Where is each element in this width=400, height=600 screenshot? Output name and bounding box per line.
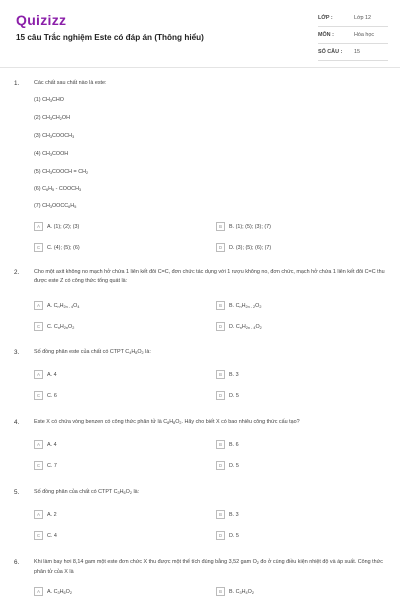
subject-key: MÔN :	[318, 32, 334, 38]
q1-item-6: (6) $C_6H_5$ - $COOCH_3$	[34, 186, 82, 192]
q1-text: Các chất sau chất nào là este:	[34, 80, 107, 86]
q1-option-a[interactable]: A A. (1); (2); (3)	[34, 221, 79, 232]
q5-option-b[interactable]: B B. 3	[216, 509, 239, 520]
option-letter-box: C	[34, 531, 43, 540]
option-letter-box: C	[34, 322, 43, 331]
option-letter-box: D	[216, 461, 225, 470]
q1-item-3: (3) $CH_3COOCH_3$	[34, 133, 75, 139]
q3-text: Số đồng phân este của chất có CTPT $C_4H_8O_2$ là:	[34, 349, 151, 355]
grade-value: Lớp 12	[354, 15, 372, 21]
option-letter-box: B	[216, 222, 225, 231]
info-panel	[318, 10, 388, 61]
q3-option-d[interactable]: D D. 5	[216, 390, 239, 401]
option-letter-box: A	[34, 587, 43, 596]
count-row	[318, 44, 388, 61]
grade-key: LỚP :	[318, 15, 333, 21]
q6-option-b[interactable]: B B. $C_3H_4O_2$	[216, 586, 254, 597]
option-letter-box: C	[34, 461, 43, 470]
option-letter-box: A	[34, 222, 43, 231]
subject-value: Hóa học	[354, 32, 375, 38]
option-letter-box: D	[216, 391, 225, 400]
q2-text: Cho một axit không no mạch hở chứa 1 liên kết đôi C=C, đơn chức tác dụng với 1 rượu không no, đơn chức, mạch hở chứa 1 liên kết đôi C=C thu được este Z có công thức tổng quát là:	[34, 269, 385, 284]
q2-option-b[interactable]: B B. $C_nH_{2n - 2}O_2$	[216, 300, 261, 311]
option-letter-box: D	[216, 322, 225, 331]
option-letter-box: A	[34, 301, 43, 310]
q6-number: 6.	[14, 559, 20, 566]
grade-row	[318, 10, 388, 27]
q4-option-a[interactable]: A A. 4	[34, 439, 57, 450]
q2-option-a[interactable]: A A. $C_nH_{2n - 4}O_4$	[34, 300, 79, 311]
q2-option-c[interactable]: C C. $C_nH_{2n}O_2$	[34, 321, 74, 332]
q3-option-a[interactable]: A A. 4	[34, 369, 57, 380]
q4-number: 4.	[14, 419, 20, 426]
q1-item-4: (4) $CH_3COOH$	[34, 151, 69, 157]
q1-option-d[interactable]: D D. (3); (5); (6); (7)	[216, 242, 271, 253]
q2-number: 2.	[14, 269, 20, 276]
q1-option-c[interactable]: C C. (4); (5); (6)	[34, 242, 80, 253]
q5-option-a[interactable]: A A. 2	[34, 509, 57, 520]
q3-number: 3.	[14, 349, 20, 356]
q3-option-c[interactable]: C C. 6	[34, 390, 57, 401]
option-letter-box: B	[216, 370, 225, 379]
option-letter-box: D	[216, 531, 225, 540]
count-key: SỐ CÂU :	[318, 49, 343, 55]
option-letter-box: D	[216, 243, 225, 252]
option-letter-box: B	[216, 440, 225, 449]
q4-option-c[interactable]: C C. 7	[34, 460, 57, 471]
count-value: 15	[354, 49, 360, 55]
q5-option-c[interactable]: C C. 4	[34, 530, 57, 541]
option-letter-box: B	[216, 301, 225, 310]
option-letter-box: C	[34, 391, 43, 400]
option-letter-box: B	[216, 510, 225, 519]
q1-item-2: (2) $CH_3CH_2OH$	[34, 115, 70, 121]
document-title: 15 câu Trắc nghiệm Este có đáp án (Thông hiểu)	[16, 33, 204, 42]
subject-row	[318, 27, 388, 44]
q6-text: Khi làm bay hơi 8,14 gam một este đơn chức X thu được một thể tích đúng bằng 3,52 gam $O_2$ đo ở cùng điều kiện nhiệt độ và áp suất. Công thức phân tử của X là	[34, 559, 383, 575]
q5-option-d[interactable]: D D. 5	[216, 530, 239, 541]
q1-item-1: (1) $CH_3CHO$	[34, 97, 64, 103]
q6-option-a[interactable]: A A. $C_3H_6O_2$	[34, 586, 72, 597]
option-letter-box: C	[34, 243, 43, 252]
header-divider	[0, 67, 400, 68]
q4-option-b[interactable]: B B. 6	[216, 439, 239, 450]
q1-item-7: (7) $CH_3OOCC_6H_5$	[34, 203, 77, 209]
q4-text: Este X có chứa vòng benzen có công thức phân tử là $C_8H_8O_2$. Hãy cho biết X có bao nhiêu công thức cấu tạo?	[34, 419, 300, 425]
option-letter-box: A	[34, 510, 43, 519]
q1-item-5: (5) $CH_3COOCH = CH_2$	[34, 169, 89, 175]
option-letter-box: B	[216, 587, 225, 596]
q1-option-b[interactable]: B B. (1); (5); (3); (7)	[216, 221, 271, 232]
q4-option-d[interactable]: D D. 5	[216, 460, 239, 471]
q3-option-b[interactable]: B B. 3	[216, 369, 239, 380]
q5-text: Số đồng phân của chất có CTPT $C_3H_6O_2$ là:	[34, 489, 140, 495]
q5-number: 5.	[14, 489, 20, 496]
q1-number: 1.	[14, 80, 20, 87]
q2-option-d[interactable]: D D. $C_nH_{2n - 4}O_2$	[216, 321, 262, 332]
option-letter-box: A	[34, 440, 43, 449]
quizizz-logo: Quizizz	[16, 12, 67, 28]
option-letter-box: A	[34, 370, 43, 379]
